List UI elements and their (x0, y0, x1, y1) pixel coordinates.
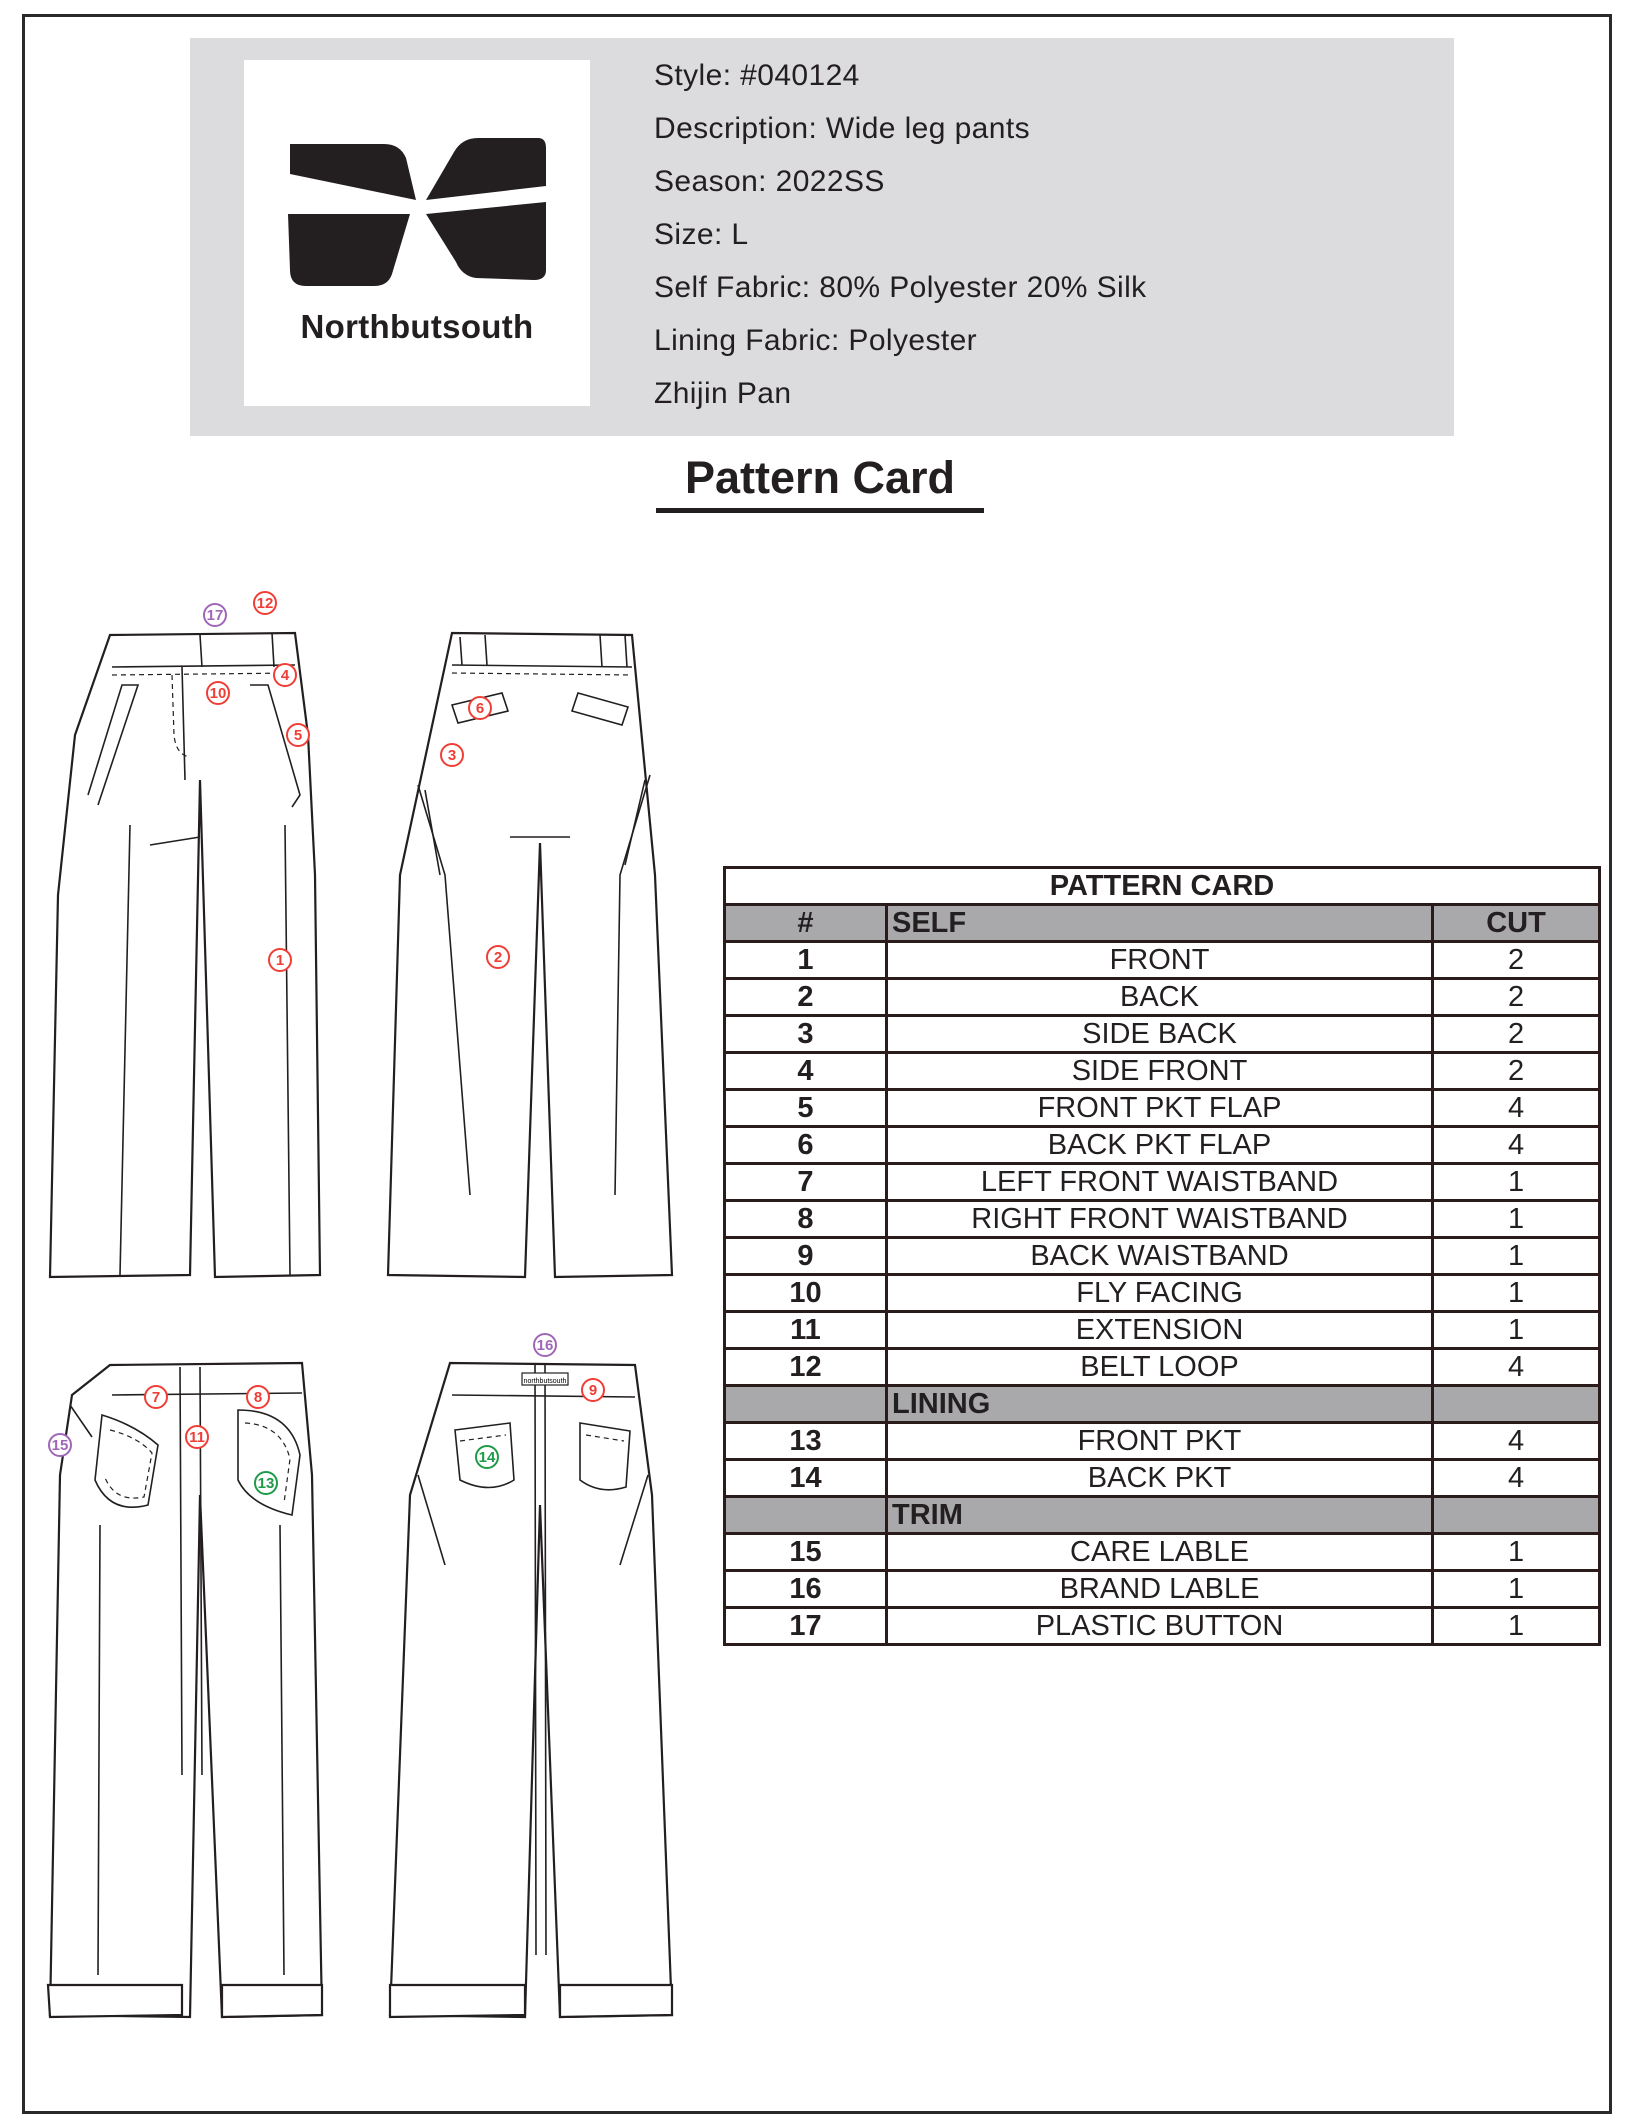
callout-11 (186, 1426, 208, 1448)
piece-name: EXTENSION (887, 1312, 1433, 1349)
section-label-self: SELF (887, 905, 1433, 942)
svg-text:10: 10 (209, 685, 227, 702)
piece-cut: 2 (1433, 1053, 1600, 1090)
table-row (725, 979, 1600, 1016)
piece-cut: 4 (1433, 1460, 1600, 1497)
table-row (725, 1053, 1600, 1090)
piece-name: SIDE BACK (887, 1016, 1433, 1053)
piece-name: BACK (887, 979, 1433, 1016)
pattern-card-table (723, 866, 1601, 1646)
section-header-self (725, 905, 1600, 942)
style-info (654, 56, 1147, 427)
table-row (725, 1349, 1600, 1386)
svg-text:13: 13 (257, 1475, 275, 1492)
piece-number: 12 (725, 1349, 887, 1386)
table-row (725, 1164, 1600, 1201)
callout-15 (49, 1434, 71, 1456)
callout-13 (255, 1472, 277, 1494)
piece-number: 7 (725, 1164, 887, 1201)
callout-5 (287, 724, 309, 746)
piece-number: 15 (725, 1534, 887, 1571)
piece-number: 2 (725, 979, 887, 1016)
piece-name: CARE LABLE (887, 1534, 1433, 1571)
callout-6 (469, 697, 491, 719)
section-header-lining (725, 1386, 1600, 1423)
piece-cut: 2 (1433, 979, 1600, 1016)
table-row (725, 1090, 1600, 1127)
piece-number: 3 (725, 1016, 887, 1053)
piece-cut: 1 (1433, 1164, 1600, 1201)
svg-text:17: 17 (206, 607, 224, 624)
piece-number: 5 (725, 1090, 887, 1127)
callout-8 (247, 1386, 269, 1408)
table-row (725, 1312, 1600, 1349)
table-row (725, 1423, 1600, 1460)
svg-text:6: 6 (475, 700, 485, 717)
piece-cut: 1 (1433, 1571, 1600, 1608)
piece-name: LEFT FRONT WAISTBAND (887, 1164, 1433, 1201)
piece-name: FRONT PKT FLAP (887, 1090, 1433, 1127)
piece-cut: 1 (1433, 1608, 1600, 1645)
table-row (725, 1275, 1600, 1312)
piece-name: FRONT (887, 942, 1433, 979)
self-fabric: Self Fabric: 80% Polyester 20% Silk (654, 271, 1147, 304)
callout-16 (534, 1334, 556, 1356)
svg-text:2: 2 (493, 949, 503, 966)
size: Size: L (654, 218, 749, 251)
table-row (725, 1016, 1600, 1053)
piece-cut: 2 (1433, 1016, 1600, 1053)
svg-text:11: 11 (189, 1429, 205, 1446)
callout-14 (476, 1446, 498, 1468)
table-title: PATTERN CARD (725, 868, 1600, 905)
piece-number: 11 (725, 1312, 887, 1349)
brand-logo-mark-icon (284, 136, 550, 286)
brand-logo (244, 60, 590, 406)
piece-name: SIDE FRONT (887, 1053, 1433, 1090)
piece-cut: 1 (1433, 1312, 1600, 1349)
brand-name: Northbutsouth (300, 308, 534, 345)
callout-3 (441, 744, 463, 766)
piece-cut: 4 (1433, 1127, 1600, 1164)
piece-cut: 2 (1433, 942, 1600, 979)
back-inside-sketch (390, 1363, 672, 2017)
page-title: Pattern Card (684, 452, 956, 503)
section-label-trim: TRIM (887, 1497, 1433, 1534)
col-header-number: # (725, 905, 887, 942)
svg-text:5: 5 (293, 727, 303, 744)
callout-1 (269, 949, 291, 971)
table-row (725, 1201, 1600, 1238)
table-row (725, 1534, 1600, 1571)
piece-name: BACK PKT (887, 1460, 1433, 1497)
piece-number: 8 (725, 1201, 887, 1238)
table-row (725, 1571, 1600, 1608)
style-number: Style: #040124 (654, 59, 860, 92)
piece-cut: 1 (1433, 1238, 1600, 1275)
piece-name: PLASTIC BUTTON (887, 1608, 1433, 1645)
title-underline (656, 508, 984, 513)
piece-number: 9 (725, 1238, 887, 1275)
svg-text:14: 14 (478, 1449, 496, 1466)
callout-17 (204, 604, 226, 626)
svg-text:3: 3 (447, 747, 457, 764)
svg-text:15: 15 (51, 1437, 69, 1454)
callout-4 (274, 664, 296, 686)
piece-number: 4 (725, 1053, 887, 1090)
back-view-sketch (388, 633, 672, 1277)
table-row (725, 1608, 1600, 1645)
brand-label-text: northbutsouth (523, 1378, 567, 1385)
table-row (725, 1460, 1600, 1497)
piece-number: 6 (725, 1127, 887, 1164)
piece-cut: 1 (1433, 1534, 1600, 1571)
piece-name: RIGHT FRONT WAISTBAND (887, 1201, 1433, 1238)
table-title-row (725, 868, 1600, 905)
description: Description: Wide leg pants (654, 112, 1030, 145)
table-row (725, 942, 1600, 979)
col-header-cut: CUT (1433, 905, 1600, 942)
callout-12 (254, 592, 276, 614)
piece-cut: 4 (1433, 1349, 1600, 1386)
callout-2 (487, 946, 509, 968)
piece-number: 14 (725, 1460, 887, 1497)
designer: Zhijin Pan (654, 377, 792, 410)
lining-fabric: Lining Fabric: Polyester (654, 324, 978, 357)
piece-cut: 1 (1433, 1201, 1600, 1238)
piece-name: BACK WAISTBAND (887, 1238, 1433, 1275)
piece-number: 1 (725, 942, 887, 979)
piece-name: FLY FACING (887, 1275, 1433, 1312)
piece-cut: 1 (1433, 1275, 1600, 1312)
piece-number: 10 (725, 1275, 887, 1312)
piece-number: 17 (725, 1608, 887, 1645)
season: Season: 2022SS (654, 165, 885, 198)
table-row (725, 1238, 1600, 1275)
section-label-lining: LINING (887, 1386, 1433, 1423)
callout-7 (145, 1386, 167, 1408)
svg-text:1: 1 (275, 952, 285, 969)
piece-name: BRAND LABLE (887, 1571, 1433, 1608)
section-header-trim (725, 1497, 1600, 1534)
piece-cut: 4 (1433, 1090, 1600, 1127)
garment-sketches (40, 575, 720, 2055)
piece-cut: 4 (1433, 1423, 1600, 1460)
piece-name: FRONT PKT (887, 1423, 1433, 1460)
svg-text:4: 4 (280, 667, 290, 684)
piece-name: BACK PKT FLAP (887, 1127, 1433, 1164)
svg-text:9: 9 (588, 1382, 598, 1399)
svg-text:12: 12 (256, 595, 274, 612)
svg-text:8: 8 (253, 1389, 263, 1406)
front-inside-sketch (48, 1363, 322, 2017)
callout-10 (207, 682, 229, 704)
piece-number: 16 (725, 1571, 887, 1608)
svg-text:16: 16 (536, 1337, 554, 1354)
svg-text:7: 7 (151, 1389, 161, 1406)
piece-number: 13 (725, 1423, 887, 1460)
piece-name: BELT LOOP (887, 1349, 1433, 1386)
table-row (725, 1127, 1600, 1164)
callout-9 (582, 1379, 604, 1401)
